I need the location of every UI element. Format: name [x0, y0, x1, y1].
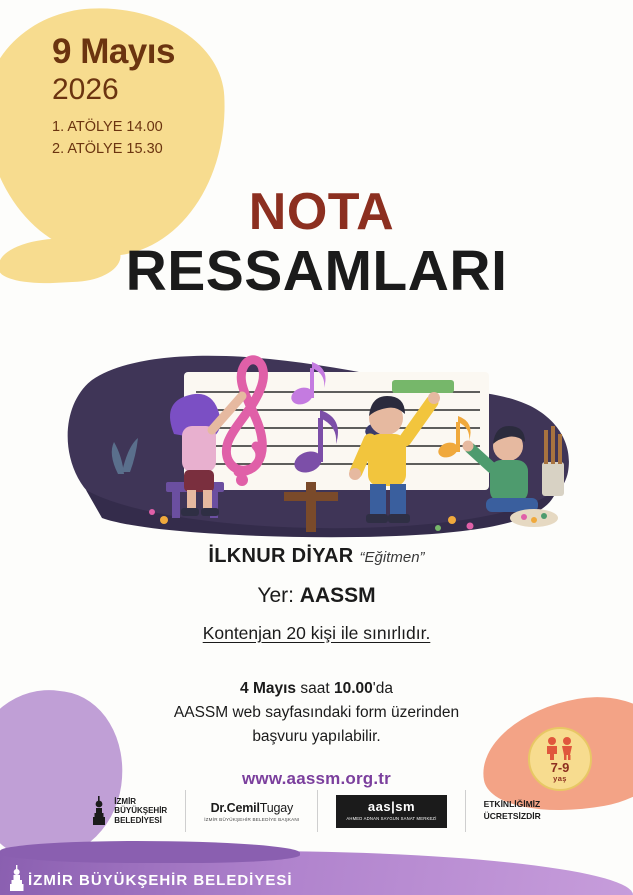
age-range: 7-9 — [550, 760, 570, 775]
application-suffix: 'da — [372, 680, 393, 697]
izmir-municipality-logo — [74, 790, 185, 832]
instructor-row — [0, 545, 633, 568]
venue-value: AASSM — [299, 584, 376, 607]
poster-title — [0, 183, 633, 303]
free-note-line-1: ETKİNLİĞİMİZ — [483, 799, 541, 810]
venue-label: Yer: — [257, 584, 294, 607]
clock-tower-icon — [92, 796, 108, 826]
footer-label: İZMİR BÜYÜKŞEHİR BELEDİYESİ — [28, 872, 293, 889]
website-link[interactable]: www.aassm.org.tr — [241, 769, 391, 789]
application-line-2: AASSM web sayfasındaki form üzerinden — [173, 704, 460, 722]
event-day: 9 Mayıs — [52, 32, 175, 71]
izmir-logo-line-3: BELEDİYESİ — [114, 815, 162, 825]
application-line-3: başvuru yapılabilir. — [252, 728, 381, 746]
venue-row — [0, 584, 633, 608]
event-year: 2026 — [52, 72, 119, 106]
event-date-block — [52, 34, 175, 161]
mayor-last-name: Tugay — [259, 800, 293, 815]
title-line-2: RESSAMLARI — [125, 239, 508, 303]
workshop-illustration — [56, 322, 576, 544]
izmir-logo-line-2: BÜYÜKŞEHİR — [114, 806, 168, 816]
aassm-logo-mark: aas|sm — [367, 798, 416, 814]
mayor-subtitle: İZMİR BÜYÜKŞEHİR BELEDİYE BAŞKANI — [204, 816, 300, 822]
aassm-logo — [317, 790, 464, 832]
session-1-time: 1. ATÖLYE 14.00 — [52, 119, 163, 136]
mayor-logo — [185, 790, 317, 832]
footer-clock-tower-icon — [8, 865, 26, 891]
application-mid: saat — [300, 680, 330, 697]
logo-strip — [0, 785, 633, 837]
aassm-logo-subtitle: AHMED ADNAN SAYGUN SANAT MERKEZİ — [346, 815, 437, 821]
free-event-note — [465, 790, 559, 832]
age-unit-label: yaş — [553, 774, 567, 783]
application-line-1 — [0, 677, 633, 701]
instructor-role: “Eğitmen” — [359, 549, 425, 566]
mayor-title: Dr. — [210, 800, 227, 815]
quota-note: Kontenjan 20 kişi ile sınırlıdır. — [202, 623, 431, 643]
application-time: 10.00 — [333, 680, 373, 697]
izmir-logo-line-1: İZMİR — [114, 796, 137, 806]
age-badge — [528, 727, 592, 791]
instructor-name: İLKNUR DİYAR — [208, 545, 354, 567]
children-figures-icon — [530, 736, 590, 764]
session-2-time: 2. ATÖLYE 15.30 — [52, 141, 163, 157]
mayor-first-name: Cemil — [226, 800, 260, 815]
title-line-1: NOTA — [248, 183, 395, 241]
application-date: 4 Mayıs — [240, 680, 297, 697]
free-note-line-2: ÜCRETSİZDİR — [483, 811, 541, 821]
